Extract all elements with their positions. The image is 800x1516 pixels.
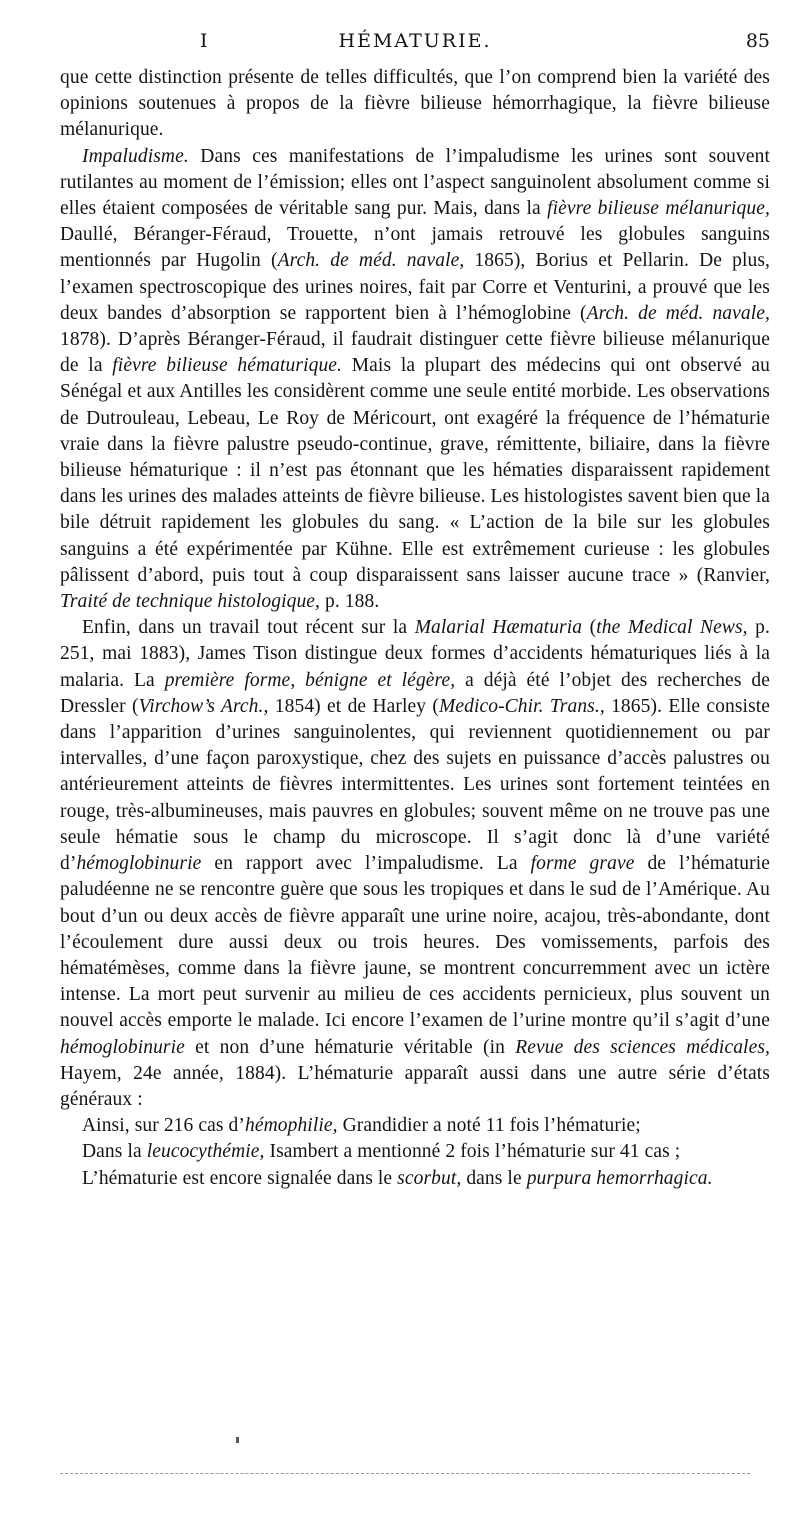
italic-run: hémoglobinurie <box>60 1036 185 1058</box>
text-run: en rapport avec l’impaludisme. La <box>201 853 531 875</box>
italic-run: Impaludisme. <box>82 145 189 167</box>
body-text <box>60 65 770 1192</box>
text-run: dans le <box>461 1167 527 1189</box>
text-run: ( <box>582 617 597 639</box>
text-run: Daullé, Béranger-Féraud, Trouette, n’ont jamais retrouvé les globules sanguins mentionnés par Hugolin ( <box>60 224 770 272</box>
text-run: que cette distinction présente de telles difficultés, que l’on comprend bien la variété des opinions soutenues à propos de la fièvre bilieuse hémorrhagique, la fièvre bilieuse mélanurique. <box>60 67 770 141</box>
italic-run: Arch. de méd. navale, <box>586 302 770 324</box>
text-run: Hayem, 24e année, 1884). L’hématurie apparaît aussi dans une autre série d’états généraux : <box>60 1062 770 1110</box>
text-run: 1865), Borius et Pellarin. De plus, l’examen spectroscopique des urines noires, fait par Corre et Venturini, a prouvé que les deux bandes d’absorption se rapportent bien à l’hémoglobine ( <box>60 250 770 324</box>
italic-run: Arch. de méd. navale, <box>277 250 465 272</box>
text-run: a déjà été l’objet des recherches de Dressler ( <box>60 669 770 717</box>
text-run: et non d’une hématurie véritable (in <box>184 1036 516 1058</box>
italic-run: Medico-Chir. Trans., <box>439 695 605 717</box>
italic-run: hémoglobinurie <box>76 853 202 875</box>
paragraph <box>60 144 770 616</box>
paragraph <box>60 65 770 144</box>
italic-run: scorbut, <box>397 1167 462 1189</box>
running-header <box>60 26 770 66</box>
running-title: HÉMATURIE. <box>338 30 492 52</box>
text-run: Enfin, dans un travail tout récent sur la <box>82 617 415 639</box>
text-run: 1865). Elle consiste dans l’apparition d’urines sanguinolentes, qui reviennent quotidiennement ou par intervalles, d’une façon paroxystique, chez des sujets en puissance d’accès palustres ou antérieurement atteints de fièvres intermittentes. Les urines sont fortement teintées en rouge, très-albumineuses, mais pauvres en globules; souvent même on ne trouve pas une seule hématie sous le champ du microscope. Il s’agit donc là d’une variété d’ <box>60 695 771 875</box>
ink-speck <box>236 1437 239 1443</box>
paragraph <box>60 1166 770 1192</box>
bottom-rule <box>60 1473 750 1474</box>
text-run: L’hématurie est encore signalée dans le <box>82 1167 398 1189</box>
italic-run: Malarial Hæmaturia <box>414 617 583 639</box>
text-run: 1854) et de Harley ( <box>268 695 439 717</box>
italic-run: fièvre bilieuse hématurique. <box>112 355 343 377</box>
paragraph <box>60 1113 770 1139</box>
text-run: Grandidier a noté 11 fois l’hématurie; <box>337 1115 641 1137</box>
text-run: Ainsi, sur 216 cas d’ <box>82 1115 245 1137</box>
italic-run: Traité de technique histologique, <box>60 591 321 613</box>
italic-run: Virchow’s Arch., <box>138 695 269 717</box>
text-run: Mais la plupart des médecins qui ont observé au Sénégal et aux Antilles les considèrent comme une seule entité morbide. Les observations de Dutrouleau, Lebeau, Le Roy de Méricourt, ont exagéré la fréquence de l’hématurie vraie dans la fièvre palustre pseudo-continue, grave, rémittente, biliaire, dans la fièvre bilieuse hématurique : il n’est pas étonnant que les hématies disparaissent rapidement dans les urines des malades atteints de fièvre bilieuse. Les histologistes savent bien que la bile détruit rapidement les globules du sang. « L’action de la bile sur les globules sanguins a été expérimentée par Kühne. Elle est extrêmement curieuse : les globules pâlissent d’abord, puis tout à coup disparaissent sans laisser aucune trace » (Ranvier, <box>60 355 771 586</box>
text-run: Isambert a mentionné 2 fois l’hématurie sur 41 cas ; <box>264 1141 681 1163</box>
text-run: 1878). D’après Béranger-Féraud, il faudrait distinguer cette fièvre bilieuse mélanurique de la <box>60 329 770 377</box>
paragraph <box>60 1139 770 1165</box>
italic-run: hémophilie, <box>244 1115 338 1137</box>
italic-run: Revue des sciences médicales, <box>515 1036 770 1058</box>
italic-run: purpura hemorrhagica. <box>526 1167 713 1189</box>
italic-run: première forme, bénigne et légère, <box>164 669 456 691</box>
italic-run: the Medical News, <box>596 617 748 639</box>
text-run: p. 188. <box>320 591 380 613</box>
italic-run: forme grave <box>530 853 635 875</box>
paragraph <box>60 615 770 1113</box>
text-run: Dans ces manifestations de l’impaludisme les urines sont souvent rutilantes au moment de l’émission; elles ont l’aspect sanguinolent absolument comme si elles étaient composées de véritable sang pur. Mais, dans la <box>60 145 770 220</box>
page-number: 85 <box>745 30 770 52</box>
text-run: Dans la <box>82 1141 147 1163</box>
text-run: p. 251, mai 1883), James Tison distingue deux formes d’accidents hématuriques liés à la malaria. La <box>60 617 770 691</box>
header-mark: I <box>200 30 208 52</box>
text-run: de l’hématurie paludéenne ne se rencontre guère que sous les tropiques et dans le sud de l’Amérique. Au bout d’un ou deux accès de fièvre apparaît une urine noire, acajou, très-abondante, dont l’écoulement dure aussi deux ou trois heures. Des vomissements, parfois des hématémèses, comme dans la fièvre jaune, se montrent concurremment avec un ictère intense. La mort peut survenir au milieu de ces accidents pernicieux, plus souvent un nouvel accès emporte le malade. Ici encore l’examen de l’urine montre qu’il s’agit d’une <box>60 853 770 1032</box>
italic-run: fièvre bilieuse mélanurique, <box>547 198 770 220</box>
italic-run: leucocythémie, <box>146 1141 265 1163</box>
